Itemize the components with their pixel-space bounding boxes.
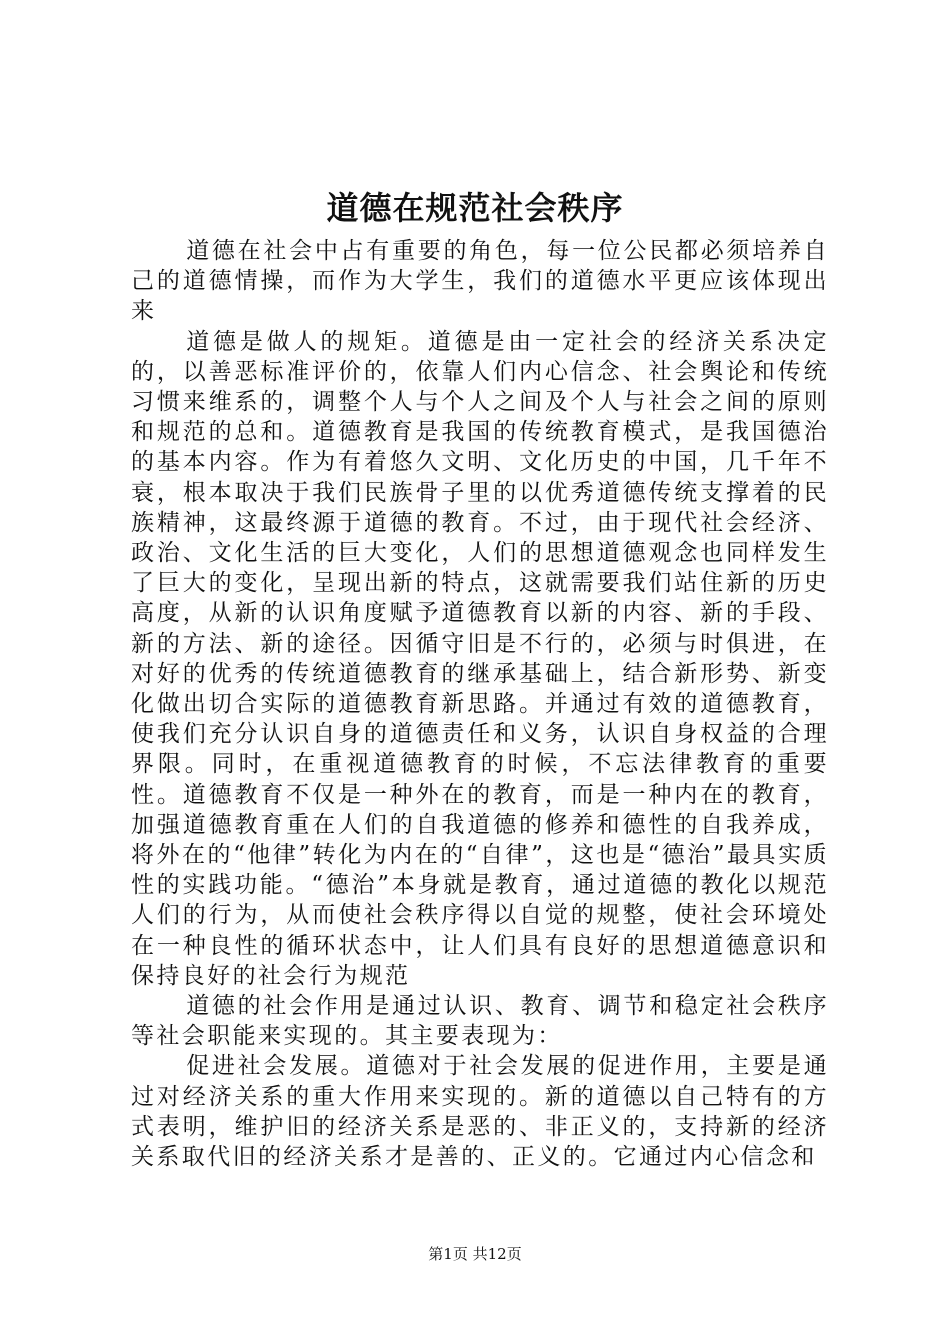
paragraph: 道德在社会中占有重要的角色，每一位公民都必须培养自己的道德情操，而作为大学生，我们的道德水平更应该体现出来	[131, 238, 829, 325]
paragraph: 道德的社会作用是通过认识、教育、调节和稳定社会秩序等社会职能来实现的。其主要表现为：	[131, 993, 829, 1050]
document-title: 道德在规范社会秩序	[326, 189, 624, 227]
page-number-footer: 第1页 共12页	[428, 1245, 522, 1263]
document-body	[131, 236, 829, 1172]
paragraph: 道德是做人的规矩。道德是由一定社会的经济关系决定的，以善恶标准评价的，依靠人们内心信念、社会舆论和传统习惯来维系的，调整个人与个人之间及个人与社会之间的原则和规范的总和。道德教育是我国的传统教育模式，是我国德治的基本内容。作为有着悠久文明、文化历史的中国，几千年不衰，根本取决于我们民族骨子里的以优秀道德传统支撑着的民族精神，这最终源于道德的教育。不过，由于现代社会经济、政治、文化生活的巨大变化，人们的思想道德观念也同样发生了巨大的变化，呈现出新的特点，这就需要我们站住新的历史高度，从新的认识角度赋予道德教育以新的内容、新的手段、新的方法、新的途径。因循守旧是不行的，必须与时俱进，在对好的优秀的传统道德教育的继承基础上，结合新形势、新变化做出切合实际的道德教育新思路。并通过有效的道德教育，使我们充分认识自身的道德责任和义务，认识自身权益的合理界限。同时，在重视道德教育的时候，不忘法律教育的重要性。道德教育不仅是一种外在的教育，而是一种内在的教育，加强道德教育重在人们的自我道德的修养和德性的自我养成，将外在的“他律”转化为内在的“自律”，这也是“德治”最具实质性的实践功能。“德治”本身就是教育，通过道德的教化以规范人们的行为，从而使社会秩序得以自觉的规整，使社会环境处在一种良性的循环状态中，让人们具有良好的思想道德意识和保持良好的社会行为规范	[131, 328, 829, 989]
paragraph: 促进社会发展。道德对于社会发展的促进作用，主要是通过对经济关系的重大作用来实现的。新的道德以自己特有的方式表明，维护旧的经济关系是恶的、非正义的，支持新的经济关系取代旧的经济关系才是善的、正义的。它通过内心信念和	[131, 1053, 829, 1171]
